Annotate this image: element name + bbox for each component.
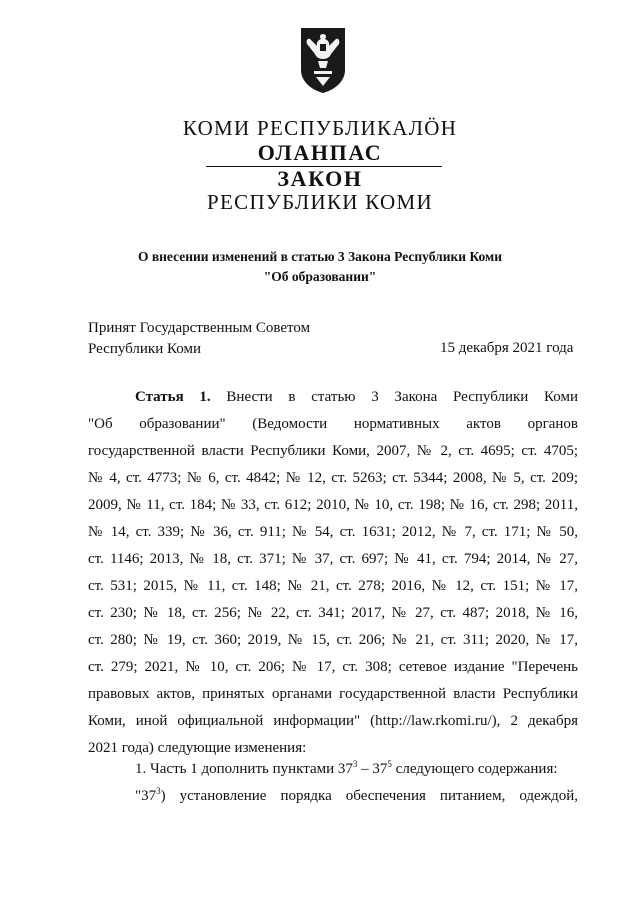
- article-line: 2021 года) следующие изменения:: [88, 740, 307, 756]
- article-label: Статья 1.: [135, 389, 211, 405]
- komi-republic-heading: КОМИ РЕСПУБЛИКАЛӦН: [182, 116, 458, 140]
- article-line: Статья 1. Внести в статью 3 Закона Республики Коми: [135, 389, 578, 405]
- amendment-item-37-3: "$37^3$) установление порядка обеспечения питанием, одеждой,: [135, 786, 578, 804]
- adoption-line-2: Республики Коми: [88, 341, 201, 357]
- article-line: ст. 1146; 2013, № 18, ст. 371; № 37, ст. 697; № 41, ст. 794; 2014, № 27,: [88, 551, 578, 567]
- article-line: ст. 280; № 19, ст. 360; 2019, № 15, ст. 206; № 21, ст. 311; 2020, № 17,: [88, 632, 578, 648]
- law-subject-line-2: "Об образовании": [263, 269, 377, 284]
- article-line: ст. 230; № 18, ст. 256; № 22, ст. 341; 2017, № 27, ст. 487; 2018, № 16,: [88, 605, 578, 621]
- komi-law-heading: ОЛАНПАС: [257, 140, 383, 165]
- article-line: ст. 531; 2015, № 11, ст. 148; № 21, ст. 278; 2016, № 12, ст. 151; № 17,: [88, 578, 578, 594]
- komi-coat-of-arms-icon: [298, 24, 348, 94]
- article-line: "Об образовании" (Ведомости нормативных актов органов: [88, 416, 578, 432]
- article-line: государственной власти Республики Коми, 2007, № 2, ст. 4695; ст. 4705;: [88, 443, 578, 459]
- adoption-body: [88, 318, 310, 360]
- adoption-date: 15 декабря 2021 года: [440, 340, 574, 356]
- republic-heading: РЕСПУБЛИКИ КОМИ: [207, 190, 433, 214]
- law-heading: ЗАКОН: [277, 166, 363, 191]
- law-subject-line-1: О внесении изменений в статью 3 Закона Республики Коми: [137, 249, 503, 264]
- article-line: правовых актов, принятых органами государственной власти Республики: [88, 686, 578, 702]
- adoption-line-1: Принят Государственным Советом: [88, 320, 311, 336]
- article-line: 2009, № 11, ст. 184; № 33, ст. 612; 2010, № 10, ст. 198; № 16, ст. 298; 2011,: [88, 497, 578, 513]
- article-line: № 14, ст. 339; № 36, ст. 911; № 54, ст. 1631; 2012, № 7, ст. 171; № 50,: [88, 524, 578, 540]
- article-line: Коми, иной официальной информации" (http://law.rkomi.ru/), 2 декабря: [88, 713, 578, 729]
- article-line: № 4, ст. 4773; № 6, ст. 4842; № 12, ст. 5263; ст. 5344; 2008, № 5, ст. 209;: [88, 470, 578, 486]
- amendment-item-1: 1. Часть 1 дополнить пунктами $37^3 - 37^5$ следующего содержания:: [135, 759, 558, 777]
- article-line: ст. 279; 2021, № 10, ст. 206; № 17, ст. 308; сетевое издание "Перечень: [88, 659, 578, 675]
